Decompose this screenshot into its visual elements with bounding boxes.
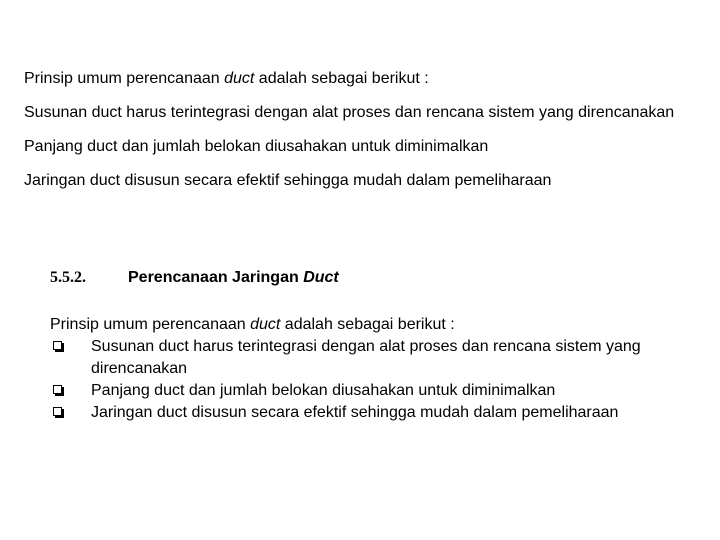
list-item (50, 402, 690, 424)
top-intro-text: Prinsip umum perencanaan (24, 70, 225, 87)
lower-intro-tail: adalah sebagai berikut : (280, 316, 455, 333)
lower-intro-text: Prinsip umum perencanaan (50, 316, 251, 333)
top-intro-tail: adalah sebagai berikut : (254, 70, 429, 87)
list-item (50, 336, 690, 380)
section-heading (50, 269, 339, 287)
section-number: 5.5.2. (50, 269, 86, 286)
top-intro-italic-term: duct (224, 70, 255, 87)
top-line-length: Panjang duct dan jumlah belokan diusahakan untuk diminimalkan (24, 138, 489, 155)
bullet-text: Susunan duct harus terintegrasi dengan alat proses dan rencana sistem yang direncanakan (91, 338, 641, 377)
lower-text-block (50, 314, 690, 424)
lower-intro-italic-term: duct (250, 316, 281, 333)
top-line-maintenance: Jaringan duct disusun secara efektif sehingga mudah dalam pemeliharaan (24, 172, 552, 189)
lower-intro-line (50, 314, 690, 336)
section-title: Perencanaan Jaringan (128, 269, 304, 286)
bullet-list (50, 336, 690, 424)
list-item (50, 380, 690, 402)
bullet-text: Panjang duct dan jumlah belokan diusahakan untuk diminimalkan (91, 382, 556, 399)
checkbox-bullet-icon (53, 341, 62, 350)
top-line-integration: Susunan duct harus terintegrasi dengan alat proses dan rencana sistem yang direncanakan (24, 104, 675, 121)
checkbox-bullet-icon (53, 385, 62, 394)
section-title-italic: Duct (303, 269, 339, 286)
top-intro-line (24, 62, 704, 96)
checkbox-bullet-icon (53, 407, 62, 416)
top-text-block (24, 62, 704, 198)
bullet-text: Jaringan duct disusun secara efektif sehingga mudah dalam pemeliharaan (91, 404, 619, 421)
